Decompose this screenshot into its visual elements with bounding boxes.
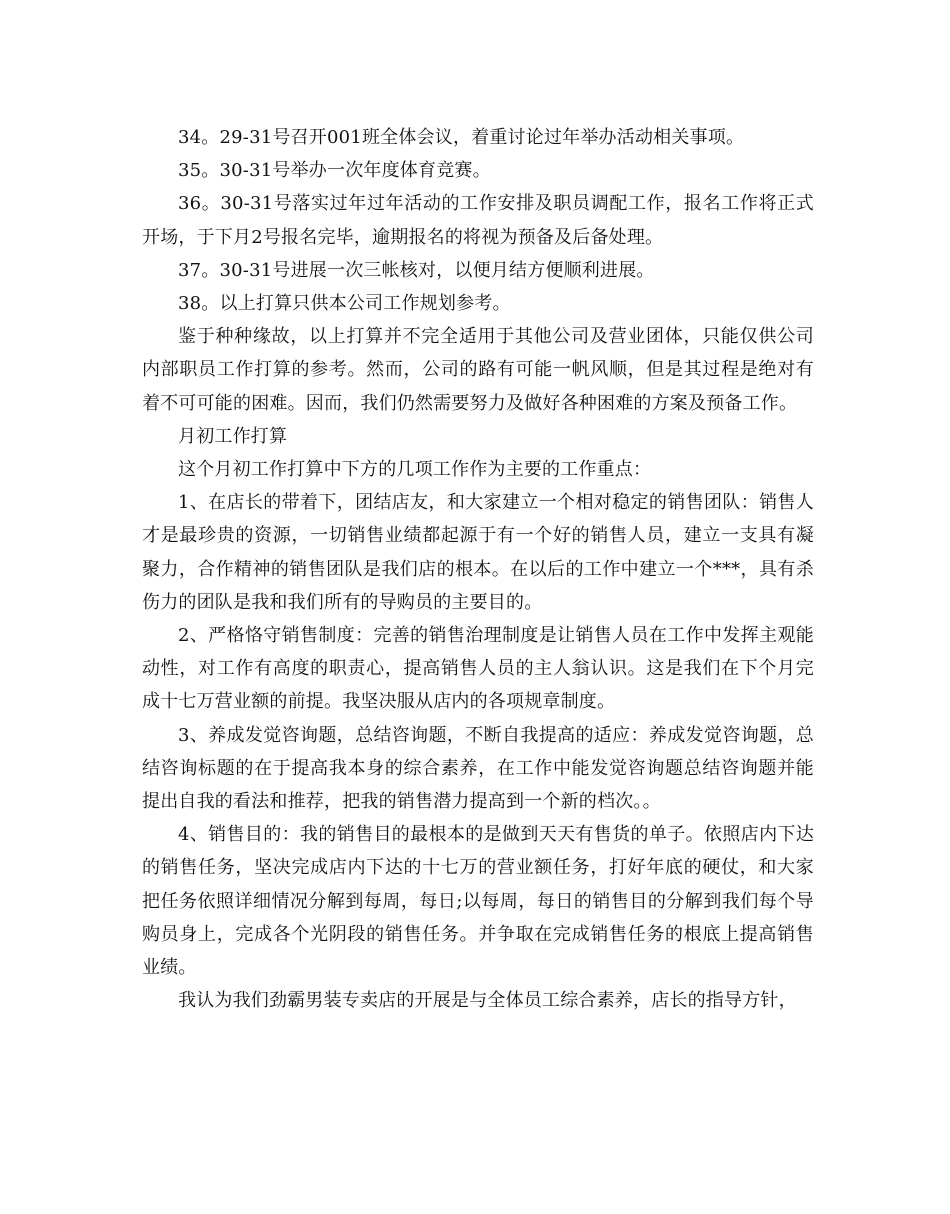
section-heading: 月初工作打算: [178, 425, 288, 447]
paragraph-item-38: 38。以上打算只供本公司工作规划参考。: [178, 293, 511, 315]
paragraph-closing: 我认为我们劲霸男装专卖店的开展是与全体员工综合素养，店长的指导方针，: [178, 990, 797, 1012]
paragraph-intro: 这个月初工作打算中下方的几项工作作为主要的工作重点：: [178, 459, 652, 481]
paragraph-item-35: 35。30-31号举办一次年度体育竞赛。: [178, 160, 491, 182]
paragraph-point-2: 2、严格恪守销售制度：完善的销售治理制度是让销售人员在工作中发挥主观能动性，对工作有高度的职责心，提高销售人员的主人翁认识。这是我们在下个月完成十七万营业额的前提。我坚决服从店内的各项规章制度。: [142, 625, 814, 713]
paragraph-point-3: 3、养成发觉咨询题，总结咨询题，不断自我提高的适应：养成发觉咨询题，总结咨询标题的在于提高我本身的综合素养，在工作中能发觉咨询题总结咨询题并能提出自我的看法和推荐，把我的销售潜力提高到一个新的档次。。: [142, 724, 814, 813]
paragraph-point-4: 4、销售目的：我的销售目的最根本的是做到天天有售货的单子。依照店内下达的销售任务，坚决完成店内下达的十七万的营业额任务，打好年底的硬仗，和大家把任务依照详细情况分解到每周，每日;以每周，每日的销售目的分解到我们每个导购员身上，完成各个光阴段的销售任务。并争取在完成销售任务的根底上提高销售业绩。: [142, 824, 814, 979]
paragraph-point-1: 1、在店长的带着下，团结店友，和大家建立一个相对稳定的销售团队：销售人才是最珍贵的资源，一切销售业绩都起源于有一个好的销售人员，建立一支具有凝聚力，合作精神的销售团队是我们店的根本。在以后的工作中建立一个***，具有杀伤力的团队是我和我们所有的导购员的主要目的。: [142, 492, 814, 613]
paragraph-item-36: 36。30-31号落实过年过年活动的工作安排及职员调配工作，报名工作将正式开场，于下月2号报名完毕，逾期报名的将视为预备及后备处理。: [142, 193, 814, 248]
paragraph-item-34: 34。29-31号召开001班全体会议，着重讨论过年举办活动相关事项。: [178, 127, 745, 148]
document-body: [142, 121, 814, 1017]
paragraph-item-37: 37。30-31号进展一次三帐核对，以便月结方便顺利进展。: [178, 259, 655, 281]
paragraph-disclaimer: 鉴于种种缘故，以上打算并不完全适用于其他公司及营业团体，只能仅供公司内部职员工作打算的参考。然而，公司的路有可能一帆风顺，但是其过程是绝对有着不可可能的困难。因而，我们仍然需要努力及做好各种困难的方案及预备工作。: [142, 326, 814, 414]
